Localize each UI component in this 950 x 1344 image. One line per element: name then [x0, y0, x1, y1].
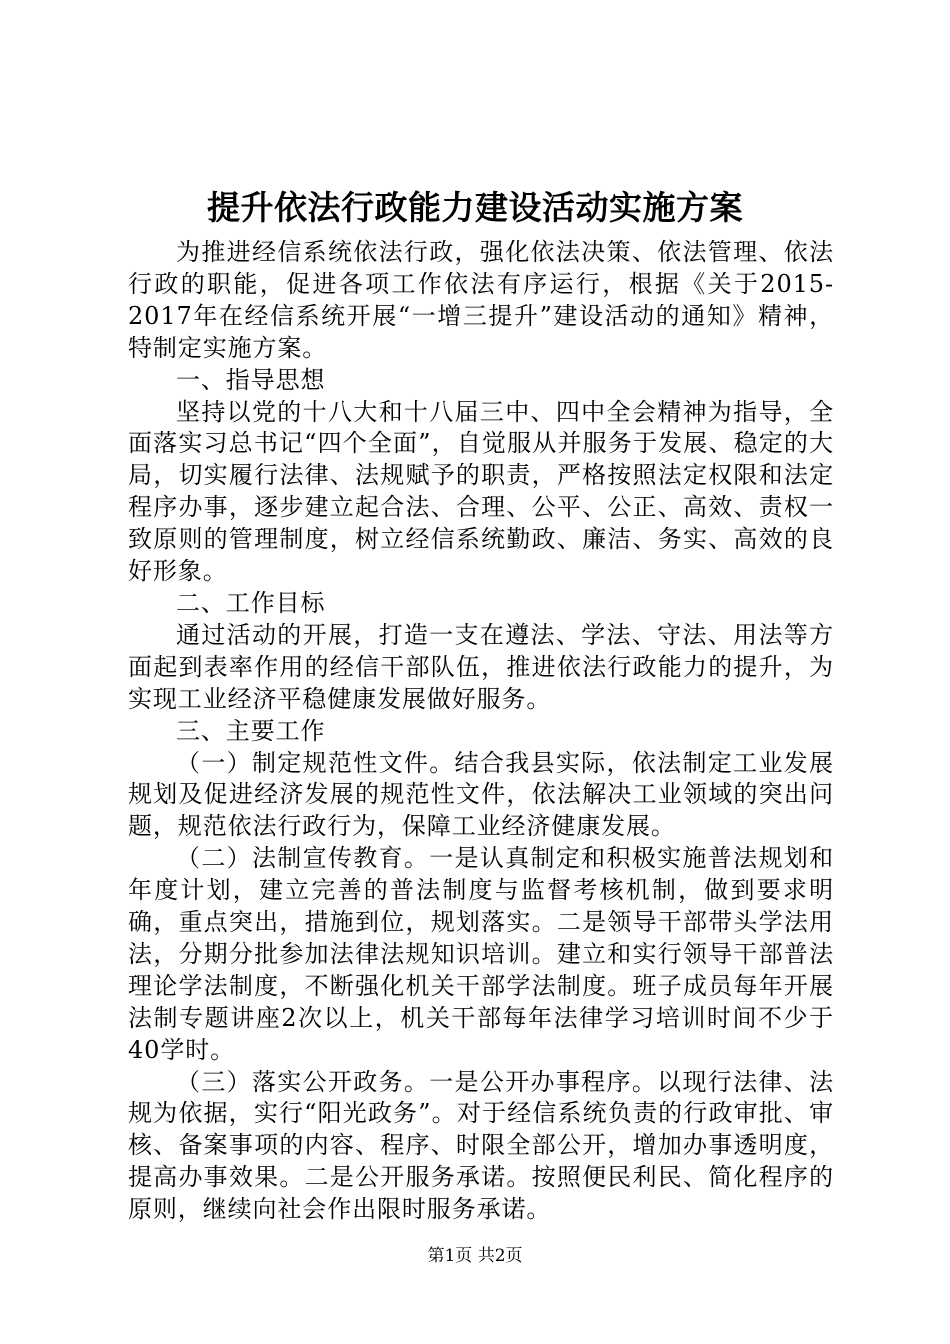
- section-heading-work-goals: 二、工作目标: [176, 588, 326, 617]
- guiding-thought-paragraph: 坚持以党的十八大和十八届三中、四中全会精神为指导，全面落实习总书记“四个全面”，自觉服从并服务于发展、稳定的大局，切实履行法律、法规赋予的职责，严格按照法定权限和法定程序办事，逐步建立起合法、合理、公平、公正、高效、责权一致原则的管理制度，树立经信系统勤政、廉洁、务实、高效的良好形象。: [128, 397, 834, 586]
- main-work-item-2: （二）法制宣传教育。一是认真制定和积极实施普法规划和年度计划，建立完善的普法制度与监督考核机制，做到要求明确，重点突出，措施到位，规划落实。二是领导干部带头学法用法，分期分批参加法律法规知识培训。建立和实行领导干部普法理论学法制度，不断强化机关干部学法制度。班子成员每年开展法制专题讲座2次以上，机关干部每年法律学习培训时间不少于40学时。: [128, 844, 834, 1064]
- work-goals-paragraph: 通过活动的开展，打造一支在遵法、学法、守法、用法等方面起到表率作用的经信干部队伍，推进依法行政能力的提升，为实现工业经济平稳健康发展做好服务。: [128, 620, 834, 713]
- section-heading-guiding-thought: 一、指导思想: [176, 365, 326, 394]
- main-work-item-1: （一）制定规范性文件。结合我县实际，依法制定工业发展规划及促进经济发展的规范性文件，依法解决工业领域的突出问题，规范依法行政行为，保障工业经济健康发展。: [128, 748, 834, 841]
- main-work-item-3: （三）落实公开政务。一是公开办事程序。以现行法律、法规为依据，实行“阳光政务”。对于经信系统负责的行政审批、审核、备案事项的内容、程序、时限全部公开，增加办事透明度，提高办事效果。二是公开服务承诺。按照便民利民、简化程序的原则，继续向社会作出限时服务承诺。: [128, 1067, 834, 1224]
- document-title: 提升依法行政能力建设活动实施方案: [207, 188, 743, 227]
- page-footer: 第1页 共2页: [427, 1246, 523, 1266]
- intro-paragraph: 为推进经信系统依法行政，强化依法决策、依法管理、依法行政的职能，促进各项工作依法有序运行，根据《关于2015-2017年在经信系统开展“一增三提升”建设活动的通知》精神，特制定实施方案。: [128, 238, 834, 362]
- section-heading-main-work: 三、主要工作: [176, 716, 326, 745]
- document-body: [128, 237, 834, 1226]
